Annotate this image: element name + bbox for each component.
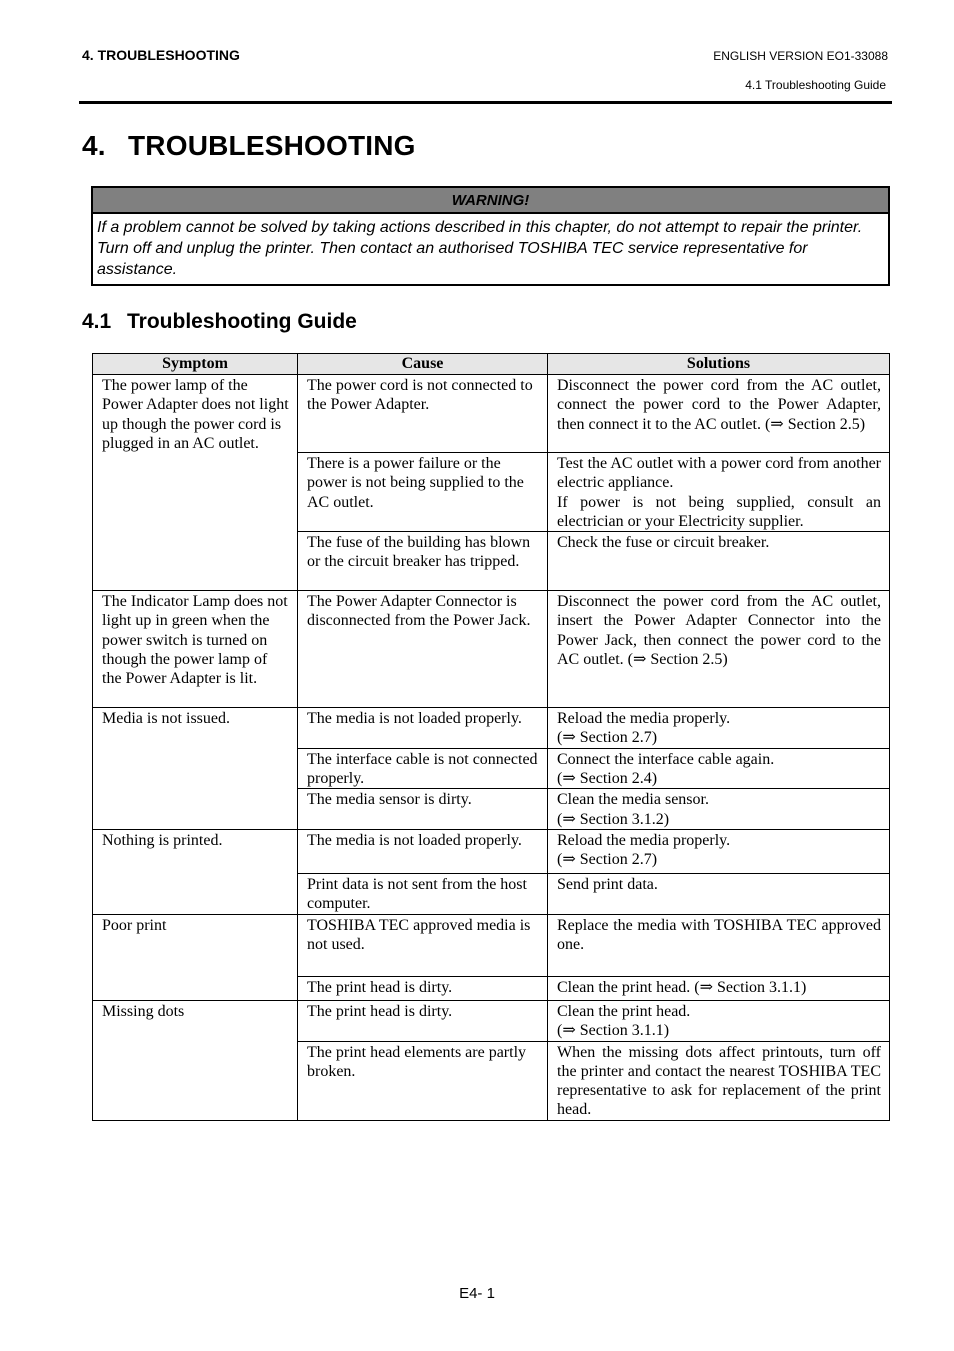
table-row (93, 591, 890, 708)
page-number: E4- 1 (459, 1285, 495, 1302)
solution-cell: Connect the interface cable again. (⇒ Section 2.4) (548, 748, 890, 789)
section-heading (82, 310, 357, 334)
section-number: 4.1 (82, 310, 112, 333)
section-title: Troubleshooting Guide (127, 310, 357, 333)
symptom-cell: Poor print (93, 914, 298, 1000)
solution-cell: Test the AC outlet with a power cord from another electric appliance. If power is not being supplied, consult an electrician or your Electricity supplier. (548, 453, 890, 532)
symptom-cell: Missing dots (93, 1000, 298, 1120)
solution-cell: When the missing dots affect printouts, turn off the printer and contact the nearest TOSHIBA TEC representative to ask for replacement of the print head. (548, 1041, 890, 1120)
solution-cell: Check the fuse or circuit breaker. (548, 532, 890, 591)
cause-cell: The media sensor is dirty. (298, 789, 548, 830)
header-version: ENGLISH VERSION EO1-33088 (713, 49, 888, 63)
warning-box (91, 186, 890, 286)
table-row (93, 829, 890, 873)
table-row (93, 1000, 890, 1041)
cause-cell: The interface cable is not connected properly. (298, 748, 548, 789)
cause-cell: The print head elements are partly broken. (298, 1041, 548, 1120)
cause-cell: The power cord is not connected to the Power Adapter. (298, 375, 548, 453)
header-rule (79, 101, 892, 104)
symptom-cell: The power lamp of the Power Adapter does not light up though the power cord is plugged in an AC outlet. (93, 375, 298, 591)
cause-cell: TOSHIBA TEC approved media is not used. (298, 914, 548, 976)
solution-cell: Reload the media properly. (⇒ Section 2.7) (548, 708, 890, 749)
warning-title: WARNING! (93, 188, 888, 214)
symptom-cell: The Indicator Lamp does not light up in green when the power switch is turned on though the power lamp of the Power Adapter is lit. (93, 591, 298, 708)
table-header-row (93, 354, 890, 375)
table-row (93, 914, 890, 976)
cause-cell: The print head is dirty. (298, 976, 548, 1000)
symptom-cell: Nothing is printed. (93, 829, 298, 914)
warning-body: If a problem cannot be solved by taking actions described in this chapter, do not attempt to repair the printer. Turn off and unplug the printer. Then contact an authorised TOSHIBA TEC service representative for assistance. (97, 219, 863, 278)
page-title (82, 130, 416, 162)
header-chapter: 4. TROUBLESHOOTING (82, 47, 240, 63)
symptom-cell: Media is not issued. (93, 708, 298, 830)
solution-cell: Reload the media properly. (⇒ Section 2.7) (548, 829, 890, 873)
solution-cell: Clean the print head. (⇒ Section 3.1.1) (548, 976, 890, 1000)
page-title-number: 4. (82, 130, 106, 161)
header-cause: Cause (298, 354, 548, 375)
table-row (93, 708, 890, 749)
troubleshooting-table (92, 353, 890, 1121)
header-section: 4.1 Troubleshooting Guide (745, 78, 886, 92)
page-title-text: TROUBLESHOOTING (128, 130, 416, 161)
cause-cell: The media is not loaded properly. (298, 708, 548, 749)
cause-cell: Print data is not sent from the host computer. (298, 873, 548, 914)
cause-cell: There is a power failure or the power is not being supplied to the AC outlet. (298, 453, 548, 532)
cause-cell: The media is not loaded properly. (298, 829, 548, 873)
cause-cell: The fuse of the building has blown or the circuit breaker has tripped. (298, 532, 548, 591)
solution-cell: Send print data. (548, 873, 890, 914)
solution-cell: Disconnect the power cord from the AC outlet, insert the Power Adapter Connector into the Power Jack, then connect the power cord to the AC outlet. (⇒ Section 2.5) (548, 591, 890, 708)
solution-cell: Disconnect the power cord from the AC outlet, connect the power cord to the Power Adapter, then connect it to the AC outlet. (⇒ Section 2.5) (548, 375, 890, 453)
solution-cell: Clean the media sensor. (⇒ Section 3.1.2) (548, 789, 890, 830)
solution-cell: Clean the print head. (⇒ Section 3.1.1) (548, 1000, 890, 1041)
table-row (93, 375, 890, 453)
cause-cell: The print head is dirty. (298, 1000, 548, 1041)
header-symptom: Symptom (93, 354, 298, 375)
header-solutions: Solutions (548, 354, 890, 375)
solution-cell: Replace the media with TOSHIBA TEC approved one. (548, 914, 890, 976)
cause-cell: The Power Adapter Connector is disconnected from the Power Jack. (298, 591, 548, 708)
